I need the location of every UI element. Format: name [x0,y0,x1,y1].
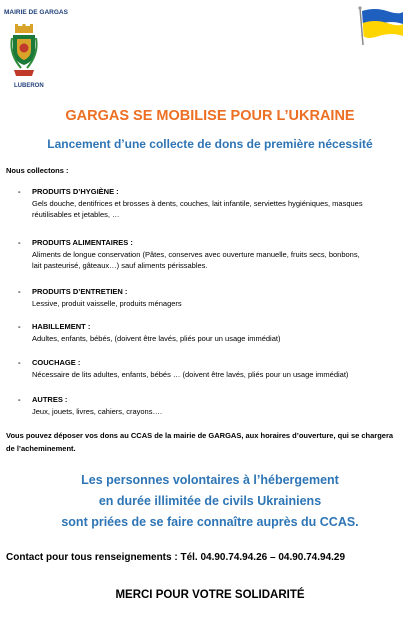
category-line: Jeux, jouets, livres, cahiers, crayons…. [32,406,163,416]
category-other [6,394,414,417]
category-food [6,237,414,272]
volunteer-line: en durée illimitée de civils Ukrainiens [98,494,322,508]
bullet-dash: - [18,395,21,404]
page-title: GARGAS SE MOBILISE POUR L’UKRAINE [65,108,355,124]
town-name: MAIRIE DE GARGAS [4,9,68,16]
category-line: réutilisables et jetables, … [32,210,120,219]
category-label: PRODUITS D’HYGIÈNE : [32,187,119,196]
bullet-dash: - [18,287,21,296]
category-label: PRODUITS ALIMENTAIRES : [32,238,133,247]
thanks-message: MERCI POUR VOTRE SOLIDARITÉ [115,589,305,601]
category-label: PRODUITS D’ENTRETIEN : [32,287,128,296]
category-label: COUCHAGE : [32,358,81,367]
intro-text: Nous collectons : [6,166,69,175]
category-label: HABILLEMENT : [32,322,91,331]
deposit-info [6,429,416,455]
deposit-line: de l’acheminement. [6,444,76,453]
region-name: LUBERON [14,83,44,89]
category-line: Aliments de longue conservation (Pâtes, conserves avec ouverture manuelle, fruits secs, bonbons, [32,249,360,259]
category-label: AUTRES : [32,395,68,404]
coat-of-arms-logo [9,24,39,80]
ukraine-flag-icon [357,6,405,46]
category-bedding [6,357,414,380]
category-line: Nécessaire de lits adultes, enfants, bébés … (doivent être lavés, pliés pour un usage immédiat) [32,369,349,379]
bullet-dash: - [18,238,21,247]
volunteer-line: sont priées de se faire connaître auprès du CCAS. [61,515,359,529]
bullet-dash: - [18,358,21,367]
bullet-dash: - [18,322,21,331]
volunteer-line: Les personnes volontaires à l’hébergement [81,473,339,487]
category-line: Lessive, produit vaisselle, produits ménagers [32,298,182,308]
category-hygiene [6,186,414,221]
deposit-line: Vous pouvez déposer vos dons au CCAS de la mairie de GARGAS, aux horaires d’ouverture, qui se chargera [6,431,394,440]
category-line: Gels douche, dentifrices et brosses à dents, couches, lait infantile, serviettes hygiéniques, masques [32,198,363,208]
category-line: Adultes, enfants, bébés, (doivent être lavés, pliés pour un usage immédiat) [32,333,281,343]
page-subtitle: Lancement d’une collecte de dons de première nécessité [47,137,373,151]
category-line: lait pasteurisé, gâteaux…) sauf aliments périssables. [32,261,208,270]
volunteer-appeal [0,470,420,533]
bullet-dash: - [18,187,21,196]
category-clothing [6,321,414,344]
contact-info: Contact pour tous renseignements : Tél. 04.90.74.94.26 – 04.90.74.94.29 [6,552,346,563]
category-cleaning [6,286,414,309]
